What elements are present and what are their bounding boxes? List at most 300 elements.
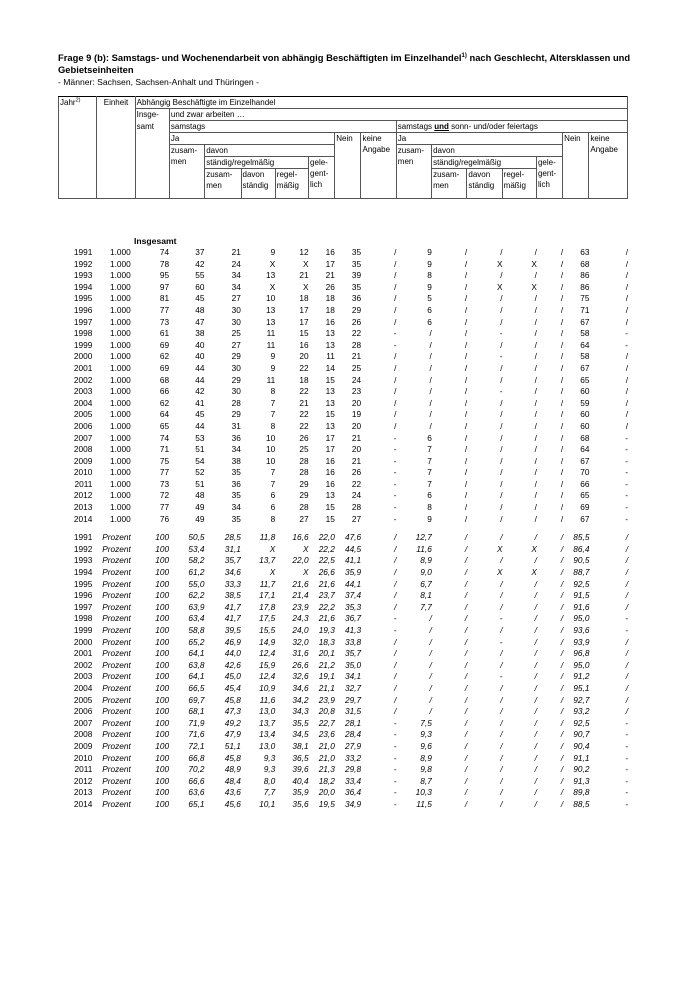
cell-unit: Prozent [102,775,131,786]
table-cell: 19,5 [318,798,335,809]
table-cell: / [625,420,628,431]
table-cell: 100 [155,694,170,705]
cell-year: 1993 [73,270,93,281]
table-cell: 35,0 [344,659,362,670]
table-row [58,567,628,579]
table-cell: 24,0 [292,625,309,635]
table-cell: / [464,293,468,304]
table-cell: 35 [351,247,362,257]
table-cell: 29 [351,304,362,315]
table-cell: 28 [299,467,309,478]
table-cell: 62 [159,397,170,408]
table-cell: 91,6 [573,601,590,612]
table-row [58,433,628,445]
cell-year: 2000 [73,636,93,647]
cell-year: 1991 [73,532,93,543]
gele-so-2: gent- [537,169,557,178]
table-row [58,590,628,602]
table-cell: 13,7 [259,555,276,566]
page-title [58,52,658,76]
table-cell: 42 [195,258,205,269]
table-cell: / [394,636,397,647]
table-cell: 100 [155,613,170,624]
table-cell: 27 [231,339,241,350]
table-header [58,96,628,199]
table-cell: 12,7 [415,532,432,543]
table-cell: / [560,787,564,798]
cell-unit: Prozent [102,682,131,693]
table-cell: 100 [155,625,170,635]
table-cell: 85,5 [573,532,590,543]
table-cell: / [429,694,432,705]
table-cell: 15,9 [259,659,276,670]
table-cell: 10,9 [259,682,276,693]
table-cell: 11,8 [259,532,276,543]
table-cell: / [625,293,628,304]
table-cell: - [393,455,397,466]
table-cell: / [534,247,537,257]
table-cell: / [534,513,537,524]
cell-unit: Prozent [102,555,131,566]
cell-unit: 1.000 [110,362,131,373]
table-cell: 66,5 [188,682,205,693]
cell-year: 1997 [73,316,93,327]
gele-so-3: lich [537,180,550,189]
table-row [58,799,628,811]
table-cell: / [500,555,503,566]
table-cell: / [464,339,468,350]
table-row [58,456,628,468]
table-cell: 23 [351,386,362,397]
table-cell: 33,3 [224,578,241,589]
table-cell: 16 [325,247,335,257]
table-cell: / [394,648,397,659]
cell-year: 1994 [73,567,93,578]
cell-year: 1998 [73,328,93,339]
table-cell: 10 [266,293,276,304]
table-cell: / [534,339,537,350]
table-cell: / [464,316,468,327]
table-cell: - [393,490,397,501]
table-cell: 21,1 [318,682,335,693]
table-cell: 6 [270,490,276,501]
table-cell: 63 [580,247,590,257]
table-cell: 76 [159,513,170,524]
table-cell: X [303,281,309,292]
table-cell: 7 [427,467,432,478]
table-cell: / [625,682,628,693]
table-cell: 61 [159,328,170,339]
cell-unit: 1.000 [110,478,131,489]
table-cell: / [625,304,628,315]
table-cell: 100 [155,659,170,670]
table-cell: - [625,432,628,443]
table-cell: 25 [351,362,362,373]
table-cell: 11 [266,374,276,385]
table-cell: / [625,374,628,385]
table-cell: / [464,270,468,281]
table-cell: / [534,351,537,362]
table-cell: 28,4 [344,729,362,740]
table-cell: / [464,798,468,809]
table-cell: 32,0 [292,636,309,647]
keine-so-1: keine [590,134,610,143]
cell-year: 2004 [73,682,93,693]
table-cell: 7 [270,467,276,478]
table-cell: 37 [195,247,205,257]
table-cell: 60 [195,281,205,292]
table-row [58,293,628,305]
table-cell: / [534,532,537,543]
table-cell: 75 [159,455,170,466]
table-cell: 100 [155,706,170,717]
table-cell: 47,9 [224,729,241,740]
table-row [58,467,628,479]
cell-unit: 1.000 [110,467,131,478]
table-cell: 64 [580,339,590,350]
table-cell: / [429,386,432,397]
table-cell: 17 [325,444,335,455]
samstags-und-post: sonn- und/oder feiertags [448,122,538,131]
table-cell: / [560,258,564,269]
table-cell: 21 [299,270,309,281]
sr-zusam-sa-2: men [206,181,222,190]
table-cell: 8 [427,502,432,513]
cell-unit: 1.000 [110,513,131,524]
table-cell: - [499,328,503,339]
table-cell: 86 [580,270,590,281]
table-cell: 65,2 [188,636,205,647]
table-cell: / [534,293,537,304]
zusam-sa-1: zusam- [170,146,198,155]
table-cell: 27 [231,293,241,304]
cell-unit: 1.000 [110,386,131,397]
table-cell: / [464,374,468,385]
table-cell: / [394,682,397,693]
table-cell: - [625,775,628,786]
table-cell: 48,4 [224,775,241,786]
table-cell: 55,0 [188,578,205,589]
table-cell: 45,6 [224,798,241,809]
table-cell: 8 [427,270,432,281]
table-cell: / [534,787,537,798]
table-cell: 69 [159,339,170,350]
table-cell: / [560,374,564,385]
table-cell: 47,6 [344,532,362,543]
cell-year: 2012 [73,490,93,501]
table-cell: 68,1 [188,706,205,717]
table-cell: 70,2 [188,764,205,775]
col-regelmaessig-sa [275,169,308,199]
table-cell: 37,4 [344,590,362,601]
table-cell: X [497,543,503,554]
table-cell: 10 [266,455,276,466]
table-cell: 13 [266,304,276,315]
table-cell: 19,1 [318,671,335,682]
table-cell: / [500,659,503,670]
table-cell: 100 [155,764,170,775]
table-cell: / [464,455,468,466]
table-cell: 65,1 [188,798,205,809]
table-cell: 21,6 [318,613,335,624]
table-cell: / [534,397,537,408]
table-cell: / [500,316,503,327]
table-cell: - [625,798,628,809]
table-cell: - [393,775,397,786]
table-cell: 35 [231,467,241,478]
table-cell: 34 [231,270,241,281]
table-cell: 39 [351,270,362,281]
table-cell: 100 [155,717,170,728]
table-cell: / [560,409,564,420]
table-cell: / [464,648,468,659]
staendig-sa: ständig [242,181,269,190]
table-row [58,660,628,672]
table-cell: 6 [427,304,432,315]
table-cell: / [534,648,537,659]
table-cell: 35,9 [344,567,362,578]
table-cell: / [560,386,564,397]
cell-unit: Prozent [102,532,131,543]
cell-year: 1999 [73,625,93,635]
table-cell: / [394,420,397,431]
table-cell: / [429,659,432,670]
cell-year: 2007 [73,717,93,728]
cell-unit: Prozent [102,613,131,624]
table-cell: 39,5 [224,625,241,635]
table-cell: 51 [195,444,205,455]
table-cell: / [534,409,537,420]
table-cell: / [464,740,468,751]
table-cell: / [500,578,503,589]
table-cell: / [464,752,468,763]
table-cell: / [625,258,628,269]
table-cell: 41,3 [344,625,362,635]
table-cell: 21,6 [318,578,335,589]
table-cell: / [560,729,564,740]
table-cell: 67 [580,362,590,373]
table-cell: 33,2 [344,752,362,763]
table-cell: / [534,590,537,601]
col-gelegentlich-sa [309,157,335,199]
table-cell: / [394,409,397,420]
table-cell: 52 [195,467,205,478]
table-row [58,671,628,683]
zusam-sa-2: men [170,157,187,166]
table-row [58,328,628,340]
table-cell: - [625,717,628,728]
table-cell: / [464,682,468,693]
table-cell: / [464,490,468,501]
cell-year: 2011 [74,478,93,489]
table-cell: 75 [580,293,590,304]
table-cell: / [560,578,564,589]
sr-zusam-so-1: zusam- [433,170,460,179]
table-cell: 100 [155,578,170,589]
cell-year: 2014 [73,513,93,524]
table-cell: 22,2 [318,543,335,554]
table-cell: 20 [299,351,309,362]
table-cell: / [534,764,537,775]
table-cell: 48 [195,490,205,501]
table-cell: 64 [159,409,170,420]
table-cell: 16 [325,478,335,489]
table-cell: / [464,590,468,601]
table-cell: 67 [580,513,590,524]
table-cell: 24 [351,374,362,385]
table-cell: X [497,567,503,578]
table-cell: 23,6 [318,729,335,740]
cell-year: 2014 [73,798,93,809]
table-cell: 8 [270,420,276,431]
table-cell: 92,5 [573,717,590,728]
header-staendig-regel-so: ständig/regelmäßig [432,157,537,169]
table-cell: / [560,752,564,763]
table-cell: 30 [231,386,241,397]
table-cell: 62,2 [188,590,205,601]
table-cell: 7,5 [420,717,432,728]
table-cell: 100 [155,590,170,601]
table-cell: / [625,386,628,397]
table-cell: 21 [351,432,362,443]
table-cell: / [625,601,628,612]
table-cell: 70 [580,467,590,478]
table-cell: / [500,798,503,809]
table-row [58,444,628,456]
table-cell: 28 [299,502,309,513]
table-cell: 36 [351,293,362,304]
staendig-so: ständig [468,181,495,190]
table-cell: 29,7 [344,694,362,705]
table-cell: / [464,729,468,740]
table-cell: 20,8 [318,706,335,717]
table-cell: X [303,543,309,554]
table-cell: / [625,316,628,327]
table-cell: 22,2 [318,601,335,612]
table-cell: 46,9 [224,636,241,647]
table-cell: / [464,717,468,728]
cell-year: 2005 [73,409,93,420]
table-cell: / [560,351,564,362]
table-cell: 8,9 [420,555,432,566]
table-cell: / [625,270,628,281]
table-cell: 22 [299,409,309,420]
table-cell: / [500,455,503,466]
table-cell: / [560,590,564,601]
table-row [58,514,628,526]
table-cell: - [625,328,628,339]
title-rest: nach Geschlecht, Altersklassen und Gebietseinheiten [58,52,631,75]
table-cell: / [464,432,468,443]
table-cell: 35 [231,513,241,524]
table-cell: 11 [266,339,276,350]
table-cell: 35,6 [292,798,309,809]
table-cell: 9 [270,362,276,373]
table-row [58,637,628,649]
table-cell: - [625,787,628,798]
table-cell: / [500,362,503,373]
table-cell: 9 [427,247,432,257]
table-cell: / [560,478,564,489]
cell-year: 1993 [73,555,93,566]
cell-year: 2002 [73,374,93,385]
table-cell: 34,2 [292,694,309,705]
table-cell: 35 [351,258,362,269]
table-cell: 14,9 [259,636,276,647]
table-cell: / [625,351,628,362]
table-cell: / [464,420,468,431]
table-cell: 30 [231,304,241,315]
col-jahr-label: Jahr [60,98,76,107]
table-cell: / [464,613,468,624]
table-cell: 100 [155,567,170,578]
table-cell: / [534,420,537,431]
table-row [58,502,628,514]
table-cell: 13 [325,490,335,501]
table-cell: / [394,293,397,304]
table-cell: 95,1 [573,682,590,693]
table-cell: 51 [195,478,205,489]
table-cell: / [560,362,564,373]
col-keine-sa [361,133,396,199]
table-cell: 34,9 [344,798,362,809]
table-cell: / [429,409,432,420]
table-cell: / [464,601,468,612]
table-cell: 58 [580,328,590,339]
table-cell: 7,7 [263,787,276,798]
table-cell: 71 [580,304,590,315]
cell-year: 2009 [73,740,93,751]
table-cell: 100 [155,532,170,543]
table-cell: / [625,636,628,647]
cell-year: 1996 [73,304,93,315]
table-cell: / [560,636,564,647]
table-cell: - [625,729,628,740]
table-row [58,270,628,282]
table-cell: - [499,351,503,362]
table-cell: 27 [299,513,309,524]
table-cell: 64 [580,444,590,455]
table-cell: 21,2 [318,659,335,670]
table-cell: / [394,601,397,612]
table-cell: X [531,258,537,269]
table-cell: 95,0 [573,659,590,670]
table-cell: 41 [195,397,205,408]
cell-year: 1995 [73,578,93,589]
table-cell: / [625,543,628,554]
table-cell: / [394,316,397,327]
table-cell: 29,8 [344,764,362,775]
table-cell: 58,8 [188,625,205,635]
table-row [58,718,628,730]
table-cell: / [560,764,564,775]
table-cell: 40 [195,351,205,362]
table-cell: / [464,555,468,566]
table-cell: 28 [351,502,362,513]
table-cell: / [394,671,397,682]
table-cell: 42,6 [224,659,241,670]
sr-zusam-sa-1: zusam- [206,170,233,179]
cell-unit: Prozent [102,567,131,578]
cell-year: 2004 [73,397,93,408]
cell-year: 1992 [73,258,93,269]
table-cell: 28,5 [224,532,241,543]
table-cell: 34 [231,502,241,513]
samstags-und-pre: samstags [397,122,435,131]
table-cell: 22,7 [318,717,335,728]
table-cell: 44 [195,374,205,385]
table-cell: / [534,444,537,455]
